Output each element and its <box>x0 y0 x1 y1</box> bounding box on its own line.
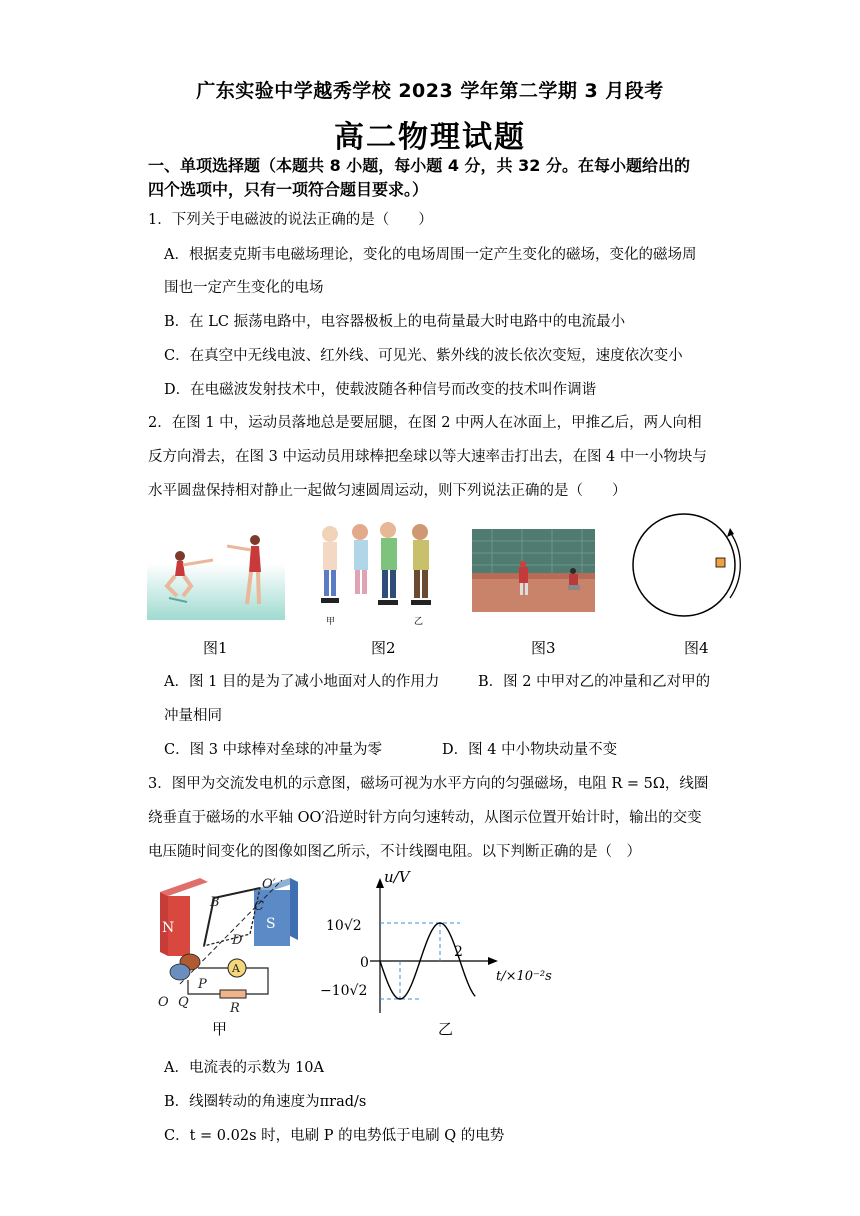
figure-2-caption: 图2 <box>371 639 396 657</box>
voltage-graph <box>320 868 560 1018</box>
resistor-r-label: R <box>230 1001 240 1014</box>
section-heading-line-2: 四个选项中，只有一项符合题目要求。） <box>148 180 429 199</box>
y-tick-top: 10√2 <box>326 918 362 934</box>
magnet-n-label: N <box>162 920 175 936</box>
figure-1-image <box>147 524 285 620</box>
figure-2-person-yi-label: 乙 <box>414 617 424 627</box>
section-heading <box>148 154 728 202</box>
q2-option-d: D．图 4 中小物块动量不变 <box>442 742 618 758</box>
school-title: 广东实验中学越秀学校 2023 学年第二学期 3 月段考 <box>196 80 664 102</box>
q2-option-b-line-1: B．图 2 中甲对乙的冲量和乙对甲的 <box>478 674 711 690</box>
q1-option-d: D．在电磁波发射技术中，使载波随各种信号而改变的技术叫作调谐 <box>164 382 597 398</box>
q1-option-c: C．在真空中无线电波、红外线、可见光、紫外线的波长依次变短，速度依次变小 <box>164 348 683 364</box>
y-tick-bottom: −10√2 <box>320 983 368 999</box>
q3-option-b: B．线圈转动的角速度为πrad/s <box>164 1094 367 1110</box>
q3-option-a: A．电流表的示数为 10A <box>164 1060 325 1076</box>
q2-option-b-line-2: 冲量相同 <box>164 708 222 724</box>
q2-stem-line-2: 反方向滑去，在图 3 中运动员用球棒把垒球以等大速率击打出去，在图 4 中一小物块与 <box>148 449 707 465</box>
q1-stem: 1．下列关于电磁波的说法正确的是（ ） <box>148 212 433 228</box>
x-tick-2: 2 <box>454 944 463 960</box>
x-axis-label: t/×10⁻²s <box>496 969 552 984</box>
q3-stem-line-3: 电压随时间变化的图像如图乙所示，不计线圈电阻。以下判断正确的是（ ） <box>148 844 641 860</box>
q3-option-c: C．t = 0.02s 时，电刷 P 的电势低于电刷 Q 的电势 <box>164 1128 505 1144</box>
q3-stem-line-1: 3．图甲为交流发电机的示意图，磁场可视为水平方向的匀强磁场，电阻 R = 5Ω，线圈 <box>148 776 709 792</box>
q2-stem-line-3: 水平圆盘保持相对静止一起做匀速圆周运动，则下列说法正确的是（ ） <box>148 483 627 499</box>
y-tick-zero: 0 <box>360 955 369 971</box>
figure-jia-caption: 甲 <box>212 1020 228 1038</box>
figure-4-caption: 图4 <box>684 639 709 657</box>
coil-a-label: A <box>192 929 202 944</box>
x-axis-arrow <box>488 957 498 965</box>
figure-2-person-jia-label: 甲 <box>326 617 336 627</box>
brush-q-label: Q <box>178 995 189 1010</box>
figure-2-image <box>310 520 440 624</box>
coil-c-label: C <box>254 899 264 914</box>
q2-option-a: A．图 1 目的是为了减小地面对人的作用力 <box>164 674 440 690</box>
q3-stem-line-2: 绕垂直于磁场的水平轴 OO′沿逆时针方向匀速转动，从图示位置开始计时，输出的交变 <box>148 810 702 826</box>
paper-title: 高二物理试题 <box>334 120 526 155</box>
q1-option-a-line-1: A．根据麦克斯韦电磁场理论，变化的电场周围一定产生变化的磁场，变化的磁场周 <box>164 247 697 263</box>
ammeter-label: A <box>232 962 240 975</box>
q2-option-c: C．图 3 中球棒对垒球的冲量为零 <box>164 742 383 758</box>
figure-3-image <box>472 529 595 612</box>
axis-o-label: O <box>158 995 169 1010</box>
coil-b-label: B <box>210 895 220 910</box>
section-heading-line-1: 一、单项选择题（本题共 8 小题，每小题 4 分，共 32 分。在每小题给出的 <box>148 156 690 175</box>
figure-4-image <box>626 510 748 620</box>
figure-3-caption: 图3 <box>531 639 556 657</box>
q1-option-b: B．在 LC 振荡电路中，电容器极板上的电荷量最大时电路中的电流最小 <box>164 314 626 330</box>
generator-diagram <box>150 868 310 1014</box>
brush-p-label: P <box>198 977 207 992</box>
q2-stem-line-1: 2．在图 1 中，运动员落地总是要屈腿，在图 2 中两人在冰面上，甲推乙后，两人向相 <box>148 415 702 431</box>
figure-yi-caption: 乙 <box>438 1020 454 1038</box>
axis-o-prime-label: O′ <box>262 877 276 892</box>
y-axis-arrow <box>376 878 384 888</box>
magnet-s-label: S <box>266 916 276 932</box>
coil-d-label: D <box>232 933 243 948</box>
figure-1-caption: 图1 <box>203 639 228 657</box>
q1-option-a-line-2: 围也一定产生变化的电场 <box>164 280 324 296</box>
y-axis-label: u/V <box>384 868 410 886</box>
